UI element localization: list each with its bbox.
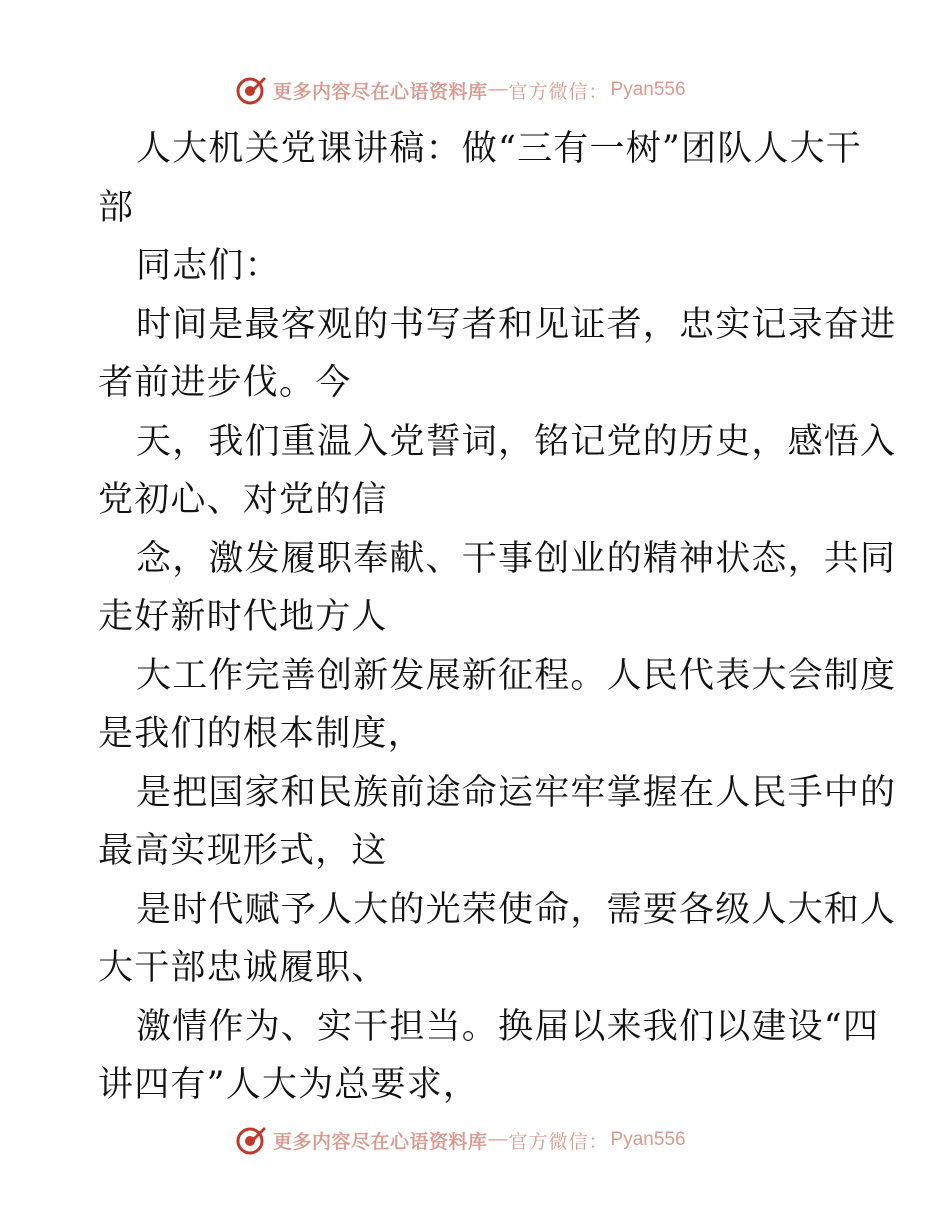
quill-logo-icon xyxy=(235,1124,267,1156)
watermark-wechat-label: 官方微信： xyxy=(508,1130,609,1153)
text-line: 者前进步伐。今 xyxy=(98,363,352,403)
watermark-wechat-id: Pyan556 xyxy=(610,79,686,100)
watermark-separator: — xyxy=(488,79,508,100)
watermark-site-text: 更多内容尽在心语资料库 xyxy=(273,1130,488,1153)
text-line: 是把国家和民族前途命运牢牢掌握在人民手中的 xyxy=(136,772,897,813)
footer-watermark xyxy=(235,1123,686,1157)
header-watermark xyxy=(235,73,686,107)
text-line: 大干部忠诚履职、 xyxy=(98,948,388,988)
text-line: 天，我们重温入党誓词，铭记党的历史，感悟入 xyxy=(136,421,897,462)
text-line: 是我们的根本制度， xyxy=(98,714,424,754)
text-line: 讲四有”人大为总要求， xyxy=(98,1065,480,1105)
text-line: 党初心、对党的信 xyxy=(98,480,388,520)
text-line: 人大机关党课讲稿：做“三有一树”团队人大干 xyxy=(136,129,862,169)
watermark-site-text: 更多内容尽在心语资料库 xyxy=(273,80,488,103)
quill-logo-icon xyxy=(235,74,267,106)
text-line: 是时代赋予人大的光荣使命，需要各级人大和人 xyxy=(136,889,897,930)
text-line: 念，激发履职奉献、干事创业的精神状态，共同 xyxy=(136,538,897,579)
watermark-wechat-id: Pyan556 xyxy=(610,1129,686,1150)
watermark-separator: — xyxy=(488,1129,508,1150)
text-line: 时间是最客观的书写者和见证者，忠实记录奋进 xyxy=(136,304,897,345)
text-line: 走好新时代地方人 xyxy=(98,597,388,637)
text-line: 最高实现形式，这 xyxy=(98,831,388,871)
text-line: 同志们： xyxy=(136,246,281,286)
text-line: 激情作为、实干担当。换届以来我们以建设“四 xyxy=(136,1006,880,1047)
text-line: 部 xyxy=(98,187,135,228)
text-line: 大工作完善创新发展新征程。人民代表大会制度 xyxy=(136,655,897,696)
document-body xyxy=(98,120,897,1115)
watermark-wechat-label: 官方微信： xyxy=(508,80,609,103)
